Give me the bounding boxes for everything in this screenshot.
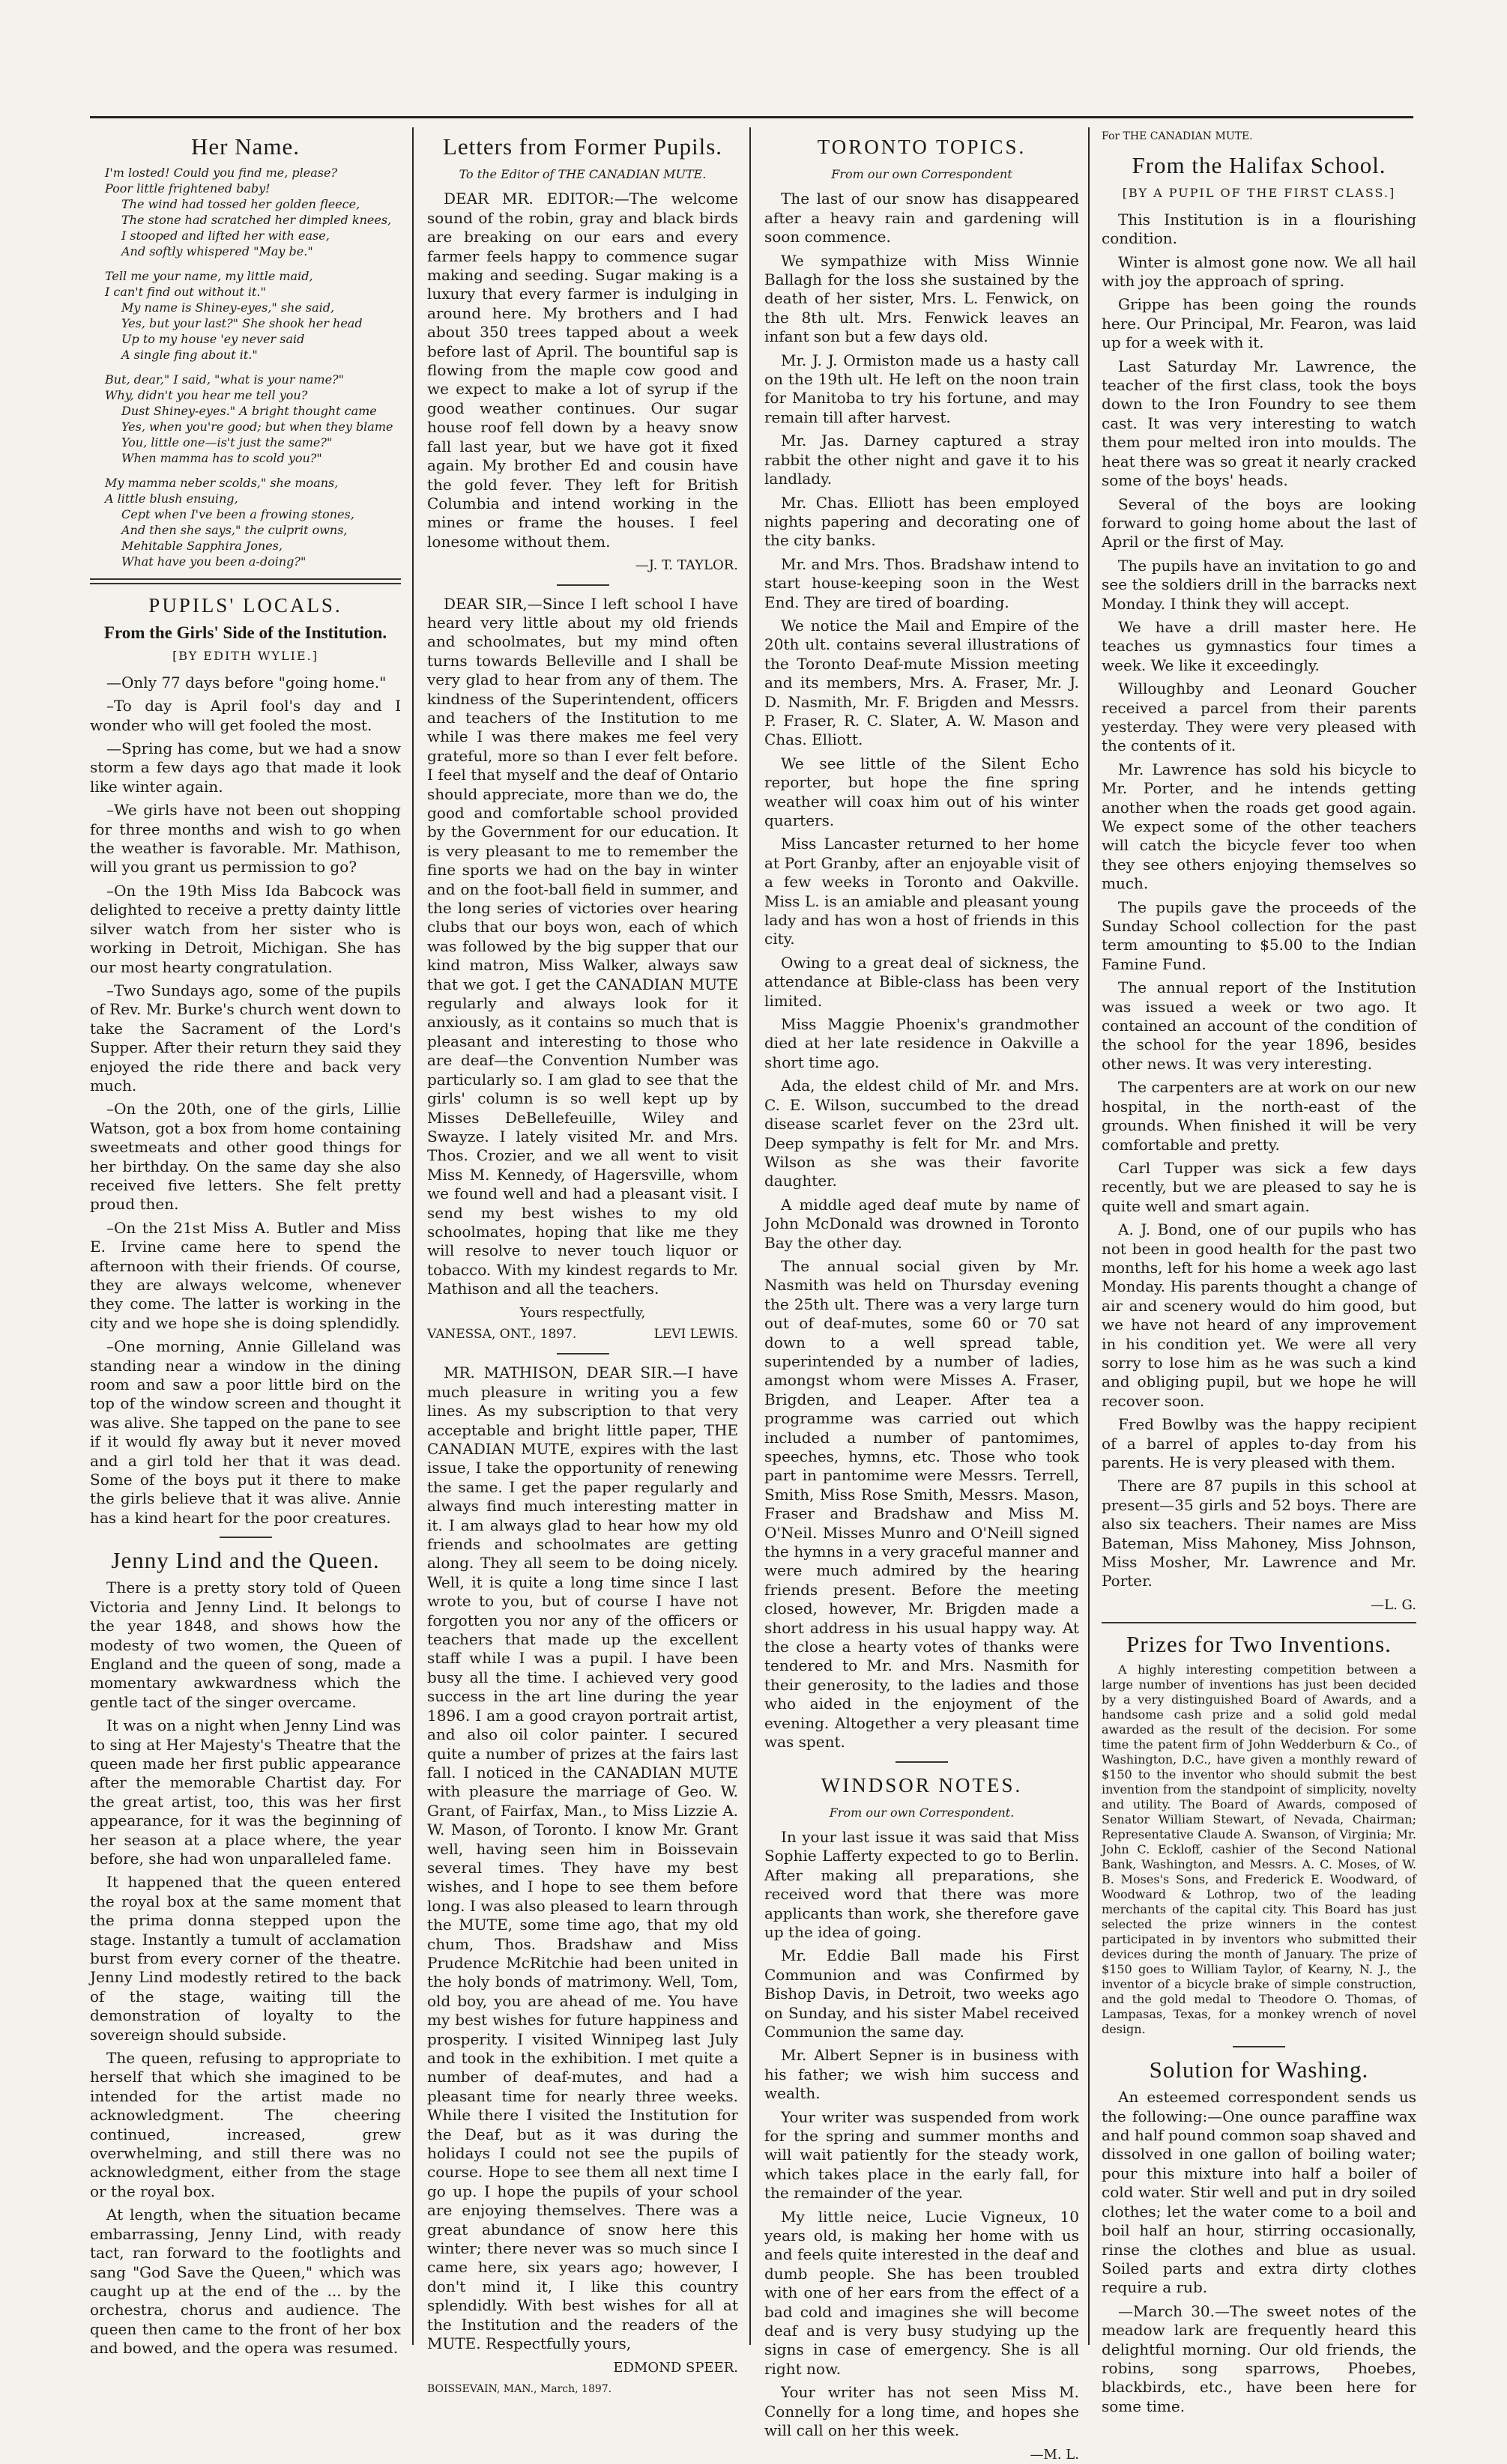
poem-line: I can't find out without it.": [105, 285, 266, 299]
poem-title: Her Name.: [191, 133, 300, 160]
paragraph: Grippe has been going the rounds here. Our Principal, Mr. Fearon, was laid up for a week with it.: [1102, 295, 1416, 352]
letter-3-signature: EDMOND SPEER.: [613, 2359, 738, 2376]
paragraph: The pupils have an invitation to go and see the soldiers drill in the barracks next Monday. I think they will accept.: [1102, 556, 1416, 613]
paragraph: –One morning, Annie Gilleland was standing near a window in the dining room and saw a poor little bird on the top of the window screen and thought it was alive. She tapped on the pane to see if it would fly away but it never moved and a girl told her that it was dead. Some of the boys put it there to make the girls believe that it was alive. Annie has a kind heart for the poor creatures.: [90, 1337, 401, 1527]
jenny-body: [90, 1578, 401, 2358]
halifax-pre: For THE CANADIAN MUTE.: [1102, 130, 1253, 142]
paragraph: The queen, refusing to appropriate to herself that which she imagined to be intended for the artist made no acknowledgment. The cheering continued, increased, grew overwhelming, and still there was no acknowledgment, either from the stage or the royal box.: [90, 2049, 401, 2200]
paragraph: The pupils gave the proceeds of the Sunday School collection for the past term amounting to $5.00 to the Indian Famine Fund.: [1102, 897, 1416, 973]
paragraph: At length, when the situation became embarrassing, Jenny Lind, with ready tact, ran forward to the footlights and sang "God Save the Queen," which was caught up at the end of the ... by the orchestra, chorus and audience. The queen then came to the front of her box and bowed, and the opera was resumed.: [90, 2206, 401, 2358]
paragraph: We have a drill master here. He teaches us gymnastics four times a week. We like it exceedingly.: [1102, 617, 1416, 674]
poem-line: The wind had tossed her golden fleece,: [121, 197, 360, 211]
paragraph: –To day is April fool's day and I wonder who will get fooled the most.: [90, 697, 401, 734]
column-1: [90, 127, 401, 2358]
poem-line: What have you been a-doing?": [121, 554, 306, 569]
paragraph: An esteemed correspondent sends us the following:—One ounce paraffine wax and half pound common soap shaved and dissolved in one gallon of boiling water; pour this mixture into half a boiler of cold water. Stir well and put in dry soiled clothes; let the water come to a boil and boil half an hour, stirring occasionally, rinse the clothes and blue as usual. Soiled parts and extra dirty clothes require a rub.: [1102, 2088, 1416, 2297]
stanza-gap: [105, 466, 401, 475]
halifax-title: From the Halifax School.: [1132, 152, 1386, 179]
paragraph: Your writer was suspended from work for the spring and summer months and will wait patiently for the steady work, which takes place in the early fall, for the remainder of the year.: [764, 2107, 1079, 2203]
paragraph: Mr. Lawrence has sold his bicycle to Mr. Porter, and he intends getting another when the roads get good again. We expect some of the other teachers will catch the bicycle fever too when they see others enjoying themselves so much.: [1102, 760, 1416, 893]
washing-body: [1102, 2088, 1416, 2416]
paragraph: Carl Tupper was sick a few days recently, but we are pleased to say he is quite well and smart again.: [1102, 1158, 1416, 1215]
paragraph: We sympathize with Miss Winnie Ballagh for the loss she sustained by the death of her sister, Mrs. L. Fenwick, on the 8th ult. Mrs. Fenwick leaves an infant son but a few days old.: [764, 251, 1079, 346]
paragraph: Mr. Jas. Darney captured a stray rabbit the other night and gave it to his landlady.: [764, 432, 1079, 488]
poem-line: Dust Shiney-eyes." A bright thought came: [121, 404, 377, 418]
paragraph: It was on a night when Jenny Lind was to sing at Her Majesty's Theatre that the queen made her first public appearance after the memorable Chartist day. For the great artist, too, this was her first appearance, for it was the beginning of her season at a place where, the year before, she had won unparalleled fame.: [90, 1716, 401, 1868]
separator: [1233, 2046, 1285, 2047]
poem-line: And then she says," the culprit owns,: [121, 523, 348, 537]
poem-line: A little blush ensuing,: [105, 491, 238, 506]
separator: [220, 1537, 272, 1538]
poem-line: Up to my house 'ey never said: [121, 332, 305, 346]
letter-2-close: Yours respectfully,: [519, 1304, 646, 1321]
halifax-signature: —L. G.: [1371, 1596, 1416, 1613]
letter-2-body: [427, 595, 738, 1299]
paragraph: DEAR SIR,—Since I left school I have heard very little about my old friends and schoolmates, but my mind often turns towards Belleville and I shall be very glad to hear from any of them. The kindness of the Superintendent, officers and teachers of the Institution to me while I was there makes me feel very grateful, more so than I ever felt before. I feel that myself and the deaf of Ontario should appreciate, more than we do, the good and comfortable school provided by the Government for our education. It is very pleasant to me to remember the fine sports we had on the bay in winter and on the foot-ball field in summer, and the long series of victories over hearing clubs that our boys won, each of which was followed by the big supper that our kind matron, Miss Walker, always saw that we got. I get the CANADIAN MUTE regularly and always look for it anxiously, as it contains so much that is pleasant and interesting to those who are deaf—the Convention Number was particularly so. I am glad to see that the girls' column is so well kept up by Misses DeBellefeuille, Wiley and Swayze. I lately visited Mr. and Mrs. Thos. Crozier, and we all went to visit Miss M. Kennedy, of Hagersville, whom we found well and had a pleasant visit. I send my best wishes to my old schoolmates, hoping that like me they will resolve to never touch liquor or tobacco. With my kindest regards to Mr. Mathison and all the teachers.: [427, 594, 738, 1298]
poem-line: Mehitable Sapphira Jones,: [121, 539, 283, 553]
paragraph: The annual report of the Institution was issued a week or two ago. It contained an account of the condition of the school for the year 1896, besides other news. It was very interesting.: [1102, 978, 1416, 1073]
poem-line: When mamma has to scold you?": [121, 451, 322, 465]
washing-title: Solution for Washing.: [1149, 2056, 1369, 2083]
poem-line: Tell me your name, my little maid,: [105, 269, 313, 283]
paragraph: –We girls have not been out shopping for three months and wish to go when the weather is favorable. Mr. Mathison, will you grant us permission to go?: [90, 801, 401, 877]
top-rule: [90, 116, 1413, 118]
poem-line: And softly whispered "May be.": [121, 244, 313, 258]
poem-line: I stooped and lifted her with ease,: [121, 228, 330, 243]
poem-line: A single fing about it.": [121, 348, 258, 362]
column-2: [427, 127, 738, 2395]
poem-her-name: [90, 165, 401, 569]
paragraph: Mr. J. J. Ormiston made us a hasty call on the 19th ult. He left on the noon train for Manitoba to try his fortune, and may remain till after harvest.: [764, 351, 1079, 426]
toronto-title: TORONTO TOPICS.: [817, 136, 1027, 158]
paragraph: My little neice, Lucie Vigneux, 10 years old, is making her home with us and feels quite interested in the deaf and dumb people. She has been troubled with one of her ears from the effect of a bad cold and imagines she will become deaf and is very busy studying up the signs in case of emergency. She is all right now.: [764, 2207, 1079, 2378]
paragraph: We see little of the Silent Echo reporter, but hope the fine spring weather will coax him out of his winter quarters.: [764, 754, 1079, 829]
paragraph: Your writer has not seen Miss M. Connelly for a long time, and hopes she will call on her this week.: [764, 2383, 1079, 2440]
paragraph: A. J. Bond, one of our pupils who has not been in good health for the past two months, left for his home a week ago last Monday. His parents thought a change of air and scenery would do him good, but we have not heard of any improvement in his condition yet. We were all very sorry to lose him as he was such a kind and obliging pupil, but we hope he will recover soon.: [1102, 1220, 1416, 1410]
paragraph: In your last issue it was said that Miss Sophie Lafferty expected to go to Berlin. After making all preparations, she received word that there was more applicants than work, she therefore gave up the idea of going.: [764, 1827, 1079, 1941]
poem-line: Cept when I've been a frowing stones,: [121, 507, 354, 521]
poem-line: Why, didn't you hear me tell you?: [105, 388, 308, 402]
toronto-dateline: From our own Correspondent: [831, 167, 1012, 181]
paragraph: Mr. Eddie Ball made his First Communion and was Confirmed by Bishop Davis, in Detroit, two weeks ago on Sunday, and his sister Mabel received Communion the same day.: [764, 1946, 1079, 2041]
paragraph: Several of the boys are looking forward to going home about the last of April or the first of May.: [1102, 494, 1416, 551]
paragraph: The last of our snow has disappeared after a heavy rain and gardening will soon commence.: [764, 190, 1079, 246]
paragraph: Owing to a great deal of sickness, the attendance at Bible-class has been very limited.: [764, 953, 1079, 1010]
column-rule: [749, 127, 751, 2345]
paragraph: The carpenters are at work on our new hospital, in the north-east of the grounds. When finished it will be very comfortable and pretty.: [1102, 1078, 1416, 1154]
locals-byline: [BY EDITH WYLIE.]: [172, 649, 318, 664]
paragraph: –On the 19th Miss Ida Babcock was delighted to receive a pretty dainty little silver watch from her sister who is working in Detroit, Michigan. She has our most hearty congratulation.: [90, 881, 401, 976]
letter-2-place: VANESSA, ONT., 1897.: [427, 1326, 577, 1342]
paragraph: —Spring has come, but we had a snow storm a few days ago that made it look like winter again.: [90, 739, 401, 796]
paragraph: This Institution is in a flourishing condition.: [1102, 210, 1416, 248]
halifax-byline: [BY A PUPIL OF THE FIRST CLASS.]: [1122, 186, 1396, 201]
stanza-gap: [105, 259, 401, 268]
letter-3-body: [427, 1363, 738, 2353]
paragraph: A middle aged deaf mute by name of John McDonald was drowned in Toronto Bay the other day.: [764, 1195, 1079, 1252]
letter-2-footer: [427, 1325, 738, 1344]
halifax-body: [1102, 211, 1416, 1591]
paragraph: Mr. Albert Sepner is in business with his father; we wish him success and wealth.: [764, 2046, 1079, 2103]
column-rule: [412, 127, 414, 2345]
paragraph: Miss Maggie Phoenix's grandmother died at her late residence in Oakville a short time ago.: [764, 1015, 1079, 1071]
poem-line: The stone had scratched her dimpled knees,: [121, 213, 392, 227]
section-divider: [1102, 1622, 1416, 1623]
separator: [557, 1353, 609, 1354]
jenny-title: Jenny Lind and the Queen.: [111, 1547, 380, 1574]
locals-subtitle: From the Girls' Side of the Institution.: [103, 623, 387, 642]
prizes-body: [1102, 1662, 1416, 2037]
column-3: [764, 127, 1079, 2463]
poem-line: You, little one—is't just the same?": [121, 435, 333, 449]
paragraph: —Only 77 days before "going home.": [106, 673, 387, 691]
poem-line: Yes, when you're good; but when they blame: [121, 420, 393, 434]
paragraph: –On the 21st Miss A. Butler and Miss E. Irvine came here to spend the afternoon with their friends. Of course, they are always welcome, whenever they come. The latter is working in the city and we hope she is doing splendidly.: [90, 1218, 401, 1332]
column-4: [1102, 127, 1416, 2415]
paragraph: Miss Lancaster returned to her home at Port Granby, after an enjoyable visit of a few weeks in Toronto and Oakville. Miss L. is an amiable and pleasant young lady and has won a host of friends in this city.: [764, 835, 1079, 948]
paragraph: Winter is almost gone now. We all hail with joy the approach of spring.: [1102, 252, 1416, 291]
poem-line: My mamma neber scolds," she moans,: [105, 476, 339, 490]
paragraph: The annual social given by Mr. Nasmith was held on Thursday evening the 25th ult. There was a very large turn out of deaf-mutes, some 60 or 70 sat down to a well spread table, superintended by a number of ladies, amongst whom were Misses A. Fraser, Brigden, and Leaper. After tea a programme was carried out which included a number of pantomimes, speeches, hymns, etc. Those who took part in pantomime were Messrs. Terrell, Smith, Miss Rose Smith, Messrs. Mason, Fraser and Bradshaw and Miss M. O'Neil. Misses Munro and O'Neill signed the hymns in a very graceful manner and were much admired by the hearing friends present. Before the meeting closed, however, Mr. Brigden made a short address in his usual happy way. At the close a hearty votes of thanks were tendered to Mr. and Mrs. Nasmith for their generosity, to the ladies and those who aided in the enjoyment of the evening. Altogether a very pleasant time was spent.: [764, 1256, 1079, 1752]
prizes-title: Prizes for Two Inventions.: [1126, 1631, 1392, 1658]
paragraph: It happened that the queen entered the royal box at the same moment that the prima donna stepped upon the stage. Instantly a tumult of acclamation burst from every corner of the theatre. Jenny Lind modestly retired to the back of the stage, waiting till the demonstration of loyalty to the sovereign should subside.: [90, 1873, 401, 2044]
letter-3-place: BOISSEVAIN, MAN., March, 1897.: [427, 2382, 612, 2395]
section-divider: [90, 578, 401, 584]
windsor-dateline: From our own Correspondent.: [829, 1805, 1015, 1820]
letter-2-signature: LEVI LEWIS.: [653, 1326, 738, 1342]
letter-1-signature: —J. T. TAYLOR.: [635, 557, 738, 574]
paragraph: Fred Bowlby was the happy recipient of a barrel of apples to-day from his parents. He is very pleased with them.: [1102, 1415, 1416, 1471]
locals-body: [90, 673, 401, 1528]
poem-line: I'm losted! Could you find me, please?: [105, 166, 338, 180]
paragraph: Mr. and Mrs. Thos. Bradshaw intend to start house-keeping soon in the West End. They are tired of boarding.: [764, 554, 1079, 611]
paragraph: DEAR MR. EDITOR:—The welcome sound of the robin, gray and black birds are breaking on our ears and every farmer feels happy to commence sugar making and seeding. Sugar making is a luxury that every farmer is indulging in around here. My brothers and I had about 350 trees tapped about a week before last of April. The bountiful sap is flowing from the maple cow good and we expect to make a lot of syrup if the good weather continues. Our sugar house roof fell down by a heavy snow fall last year, but we have got it fixed again. My brother Ed and cousin have the gold fever. They left for British Columbia and intend working in the mines or frame the houses. I feel lonesome without them.: [427, 190, 738, 551]
paragraph: Mr. Chas. Elliott has been employed nights papering and decorating one of the city banks.: [764, 493, 1079, 550]
paragraph: A highly interesting competition between a large number of inventions has just been decided by a very distinguished Board of Awards, and a handsome cash prize and a solid gold medal awarded as the result of the decision. For some time the patent firm of John Wedderburn & Co., of Washington, D.C., have given a monthly reward of $150 to the inventor who should submit the best invention from the standpoint of simplicity, novelty and utility. The Board of Awards, composed of Senator William Stewart, of Nevada, Chairman; Representative Claude A. Swanson, of Virginia; Mr. John C. Eckloff, cashier of the Second National Bank, Washington, and Messrs. A. C. Moses, of W. B. Moses's Sons, and Frederick E. Woodward, of Woodward & Lothrop, two of the leading merchants of the capital city. This Board has just selected the prize winners in the contest participated in by inventors who submitted their devices during the month of January. The prize of $150 goes to William Taylor, of Kearny, N. J., the inventor of a bicycle brake of simple construction, and the gold medal to Theodore O. Thomas, of Lampasas, Texas, for a monkey wrench of novel design.: [1102, 1662, 1416, 2037]
windsor-title: WINDSOR NOTES.: [821, 1773, 1023, 1796]
poem-line: But, dear," I said, "what is your name?": [105, 372, 344, 387]
paragraph: There is a pretty story told of Queen Victoria and Jenny Lind. It belongs to the year 1848, and shows how the modesty of two women, the Queen of England and the queen of song, made a momentary awkwardness which the gentle tact of the singer overcame.: [90, 1578, 401, 1711]
column-rule: [1088, 127, 1090, 2345]
letters-dateline: To the Editor of THE CANADIAN MUTE.: [459, 167, 707, 181]
locals-title: PUPILS' LOCALS.: [148, 594, 342, 617]
separator: [896, 1761, 948, 1763]
paragraph: Willoughby and Leonard Goucher received a parcel from their parents yesterday. They were very pleased with the contents of it.: [1102, 679, 1416, 755]
paragraph: —March 30.—The sweet notes of the meadow lark are frequently heard this delightful morning. Our old friends, the robins, song sparrows, Phoebes, blackbirds, etc., have been here for some time.: [1102, 2301, 1416, 2415]
windsor-signature: —M. L.: [1030, 2446, 1079, 2463]
letters-title: Letters from Former Pupils.: [442, 133, 723, 160]
paragraph: Ada, the eldest child of Mr. and Mrs. C. E. Wilson, succumbed to the dread disease scarlet fever on the 23rd ult. Deep sympathy is felt for Mr. and Mrs. Wilson as she was their favorite daughter.: [764, 1077, 1079, 1190]
paragraph: –On the 20th, one of the girls, Lillie Watson, got a box from home containing sweetmeats and other good things for her birthday. On the same day she also received five letters. She felt pretty proud then.: [90, 1100, 401, 1214]
poem-line: Poor little frightened baby!: [105, 181, 271, 196]
paragraph: –Two Sundays ago, some of the pupils of Rev. Mr. Burke's church went down to take the Sacrament of the Lord's Supper. After their return they said they enjoyed the ride there and back very much.: [90, 981, 401, 1095]
paragraph: There are 87 pupils in this school at present—35 girls and 52 boys. There are also six teachers. Their names are Miss Bateman, Miss Mahoney, Miss Johnson, Miss Mosher, Mr. Lawrence and Mr. Porter.: [1102, 1477, 1416, 1590]
letter-1-body: [427, 190, 738, 551]
paragraph: MR. MATHISON, DEAR SIR.—I have much pleasure in writing you a few lines. As my subscription to that very acceptable and bright little paper, THE CANADIAN MUTE, expires with the last issue, I take the opportunity of renewing the same. I get the paper regularly and always find much interesting matter in it. I am always glad to hear how my old friends and schoolmates are getting along. They all seem to be doing nicely. Well, it is quite a long time since I last wrote to you, but of course I have not forgotten you nor any of the officers or teachers that made up the excellent staff while I was a pupil. I have been busy all the time. I achieved very good success in the art line during the year 1896. I am a good crayon portrait artist, and also oil color painter. I secured quite a number of prizes at the fairs last fall. I noticed in the CANADIAN MUTE with pleasure the marriage of Geo. W. Grant, of Fairfax, Man., to Miss Lizzie A. W. Mason, of Toronto. I know Mr. Grant well, having seen him in Boissevain several times. They have my best wishes, and I hope to see them before long. I was also pleased to learn through the MUTE, some time ago, that my old chum, Thos. Bradshaw and Miss Prudence McRitchie had been united in the holy bonds of matrimony. Well, Tom, old boy, you are ahead of me. You have my best wishes for future happiness and prosperity. I visited Winnipeg last July and took in the exhibition. I met quite a number of deaf-mutes, and had a pleasant time for nearly three weeks. While there I visited the Institution for the Deaf, but as it was during the holidays I could not see the pupils of course. Hope to see them all next time I go up. I hope the pupils of your school are enjoying themselves. There was a great abundance of snow here this winter; there never was so much since I came here, six years ago; however, I don't mind it, I like this country splendidly. With best wishes for all at the Institution and the readers of the MUTE. Respectfully yours,: [427, 1363, 738, 2353]
paragraph: Last Saturday Mr. Lawrence, the teacher of the first class, took the boys down to the Iron Foundry to see them cast. It was very interesting to watch them pour melted iron into moulds. The heat there was so great it nearly cracked some of the boys' heads.: [1102, 357, 1416, 490]
poem-line: My name is Shiney-eyes," she said,: [121, 300, 335, 315]
toronto-body: [764, 190, 1079, 1752]
paragraph: We notice the Mail and Empire of the 20th ult. contains several illustrations of the Toronto Deaf-mute Mission meeting and its members, Mrs. A. Fraser, Mr. J. D. Nasmith, Mr. F. Brigden and Messrs. P. Fraser, R. C. Slater, A. W. Mason and Chas. Elliott.: [764, 616, 1079, 749]
poem-line: Yes, but your last?" She shook her head: [121, 316, 363, 330]
stanza-gap: [105, 363, 401, 372]
windsor-body: [764, 1828, 1079, 2441]
separator: [557, 584, 609, 586]
